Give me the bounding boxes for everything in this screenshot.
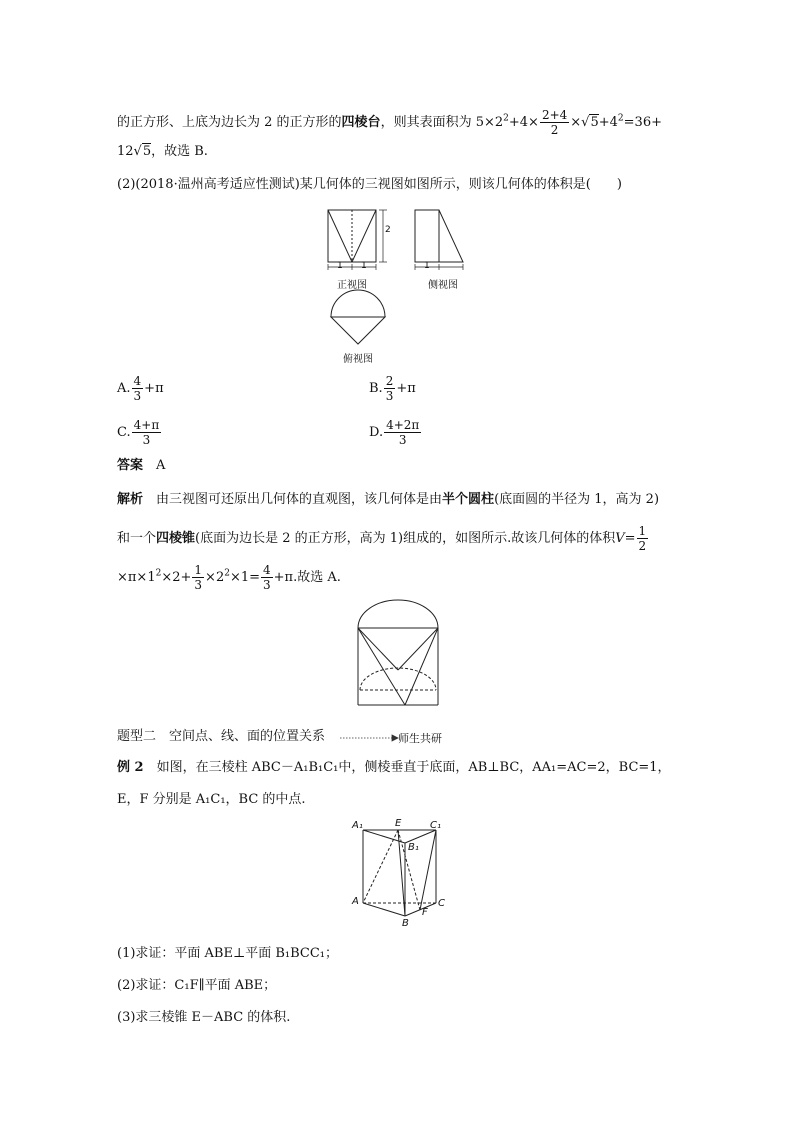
segment-AE xyxy=(363,830,398,903)
option-label: C. xyxy=(117,425,131,440)
denominator: 2 xyxy=(540,122,569,137)
label-B: B xyxy=(402,918,409,929)
text: 和一个 xyxy=(117,531,157,546)
text: +4 xyxy=(598,115,618,130)
text: (底面圆的半径为 1，高为 2) xyxy=(494,492,660,507)
analysis-line-3 xyxy=(117,563,341,592)
denominator: 2 xyxy=(638,539,647,553)
analysis-label: 解析 xyxy=(117,492,144,507)
hidden-arc xyxy=(360,668,436,690)
bold-term: 半个圆柱 xyxy=(442,492,495,507)
exponent: 2 xyxy=(155,568,162,579)
option-text: +π xyxy=(144,381,164,396)
fraction xyxy=(261,563,273,592)
numerator: 2+4 xyxy=(541,108,568,122)
numerator: 1 xyxy=(638,524,647,538)
exponent: 2 xyxy=(617,113,624,124)
text: ×π×1 xyxy=(117,570,156,585)
front-view-edge xyxy=(328,210,352,262)
text: +4× xyxy=(508,115,539,130)
option-label: B. xyxy=(369,381,383,396)
text: 的正方形、上底为边长为 2 的正方形的 xyxy=(117,115,342,130)
pyramid-edge xyxy=(405,628,438,705)
dim-label: 1 xyxy=(337,261,343,271)
numerator: 4 xyxy=(263,563,271,577)
fraction xyxy=(192,563,204,592)
numerator: 1 xyxy=(194,563,203,577)
exponent: 2 xyxy=(224,568,230,579)
pyramid-edge xyxy=(358,628,398,670)
front-view-edge xyxy=(352,210,376,262)
exponent: 2 xyxy=(503,113,509,124)
answer-value: A xyxy=(156,458,166,473)
solid-figure xyxy=(358,600,438,705)
side-view xyxy=(415,210,463,270)
label-A: A xyxy=(352,896,359,907)
label-C1: C₁ xyxy=(430,820,441,831)
option-text: +π xyxy=(396,381,416,396)
option-d xyxy=(369,418,422,447)
analysis-line-1 xyxy=(117,490,659,510)
text: ，则其表面积为 5×2 xyxy=(380,115,504,130)
question-2: (2)(2018·温州高考适应性测试)某几何体的三视图如图所示，则该几何体的体积是( ) xyxy=(117,177,622,192)
top-view xyxy=(331,290,385,344)
bold-term: 四棱台 xyxy=(341,115,381,130)
dim-label: 1 xyxy=(361,261,367,271)
text: ×2+ xyxy=(161,570,192,585)
numerator: 2 xyxy=(385,374,394,388)
fraction xyxy=(637,524,649,553)
fraction xyxy=(132,374,144,403)
dim-label: 1 xyxy=(424,261,430,271)
analysis-line-2 xyxy=(117,524,649,553)
text: ×2 xyxy=(205,570,225,585)
text: (底面为边长是 2 的正方形，高为 1)组成的，如图所示.故该几何体的体积 xyxy=(195,531,616,546)
section-tag: 师生共研 xyxy=(398,732,442,745)
fraction xyxy=(384,418,421,447)
denominator: 3 xyxy=(132,432,162,447)
example-2-line-1 xyxy=(117,758,671,778)
numerator: 4+2π xyxy=(386,418,420,432)
fraction xyxy=(384,374,396,403)
answer-line xyxy=(117,456,165,476)
answer-label: 答案 xyxy=(117,458,144,473)
text: × xyxy=(570,115,582,130)
denominator: 3 xyxy=(194,578,203,592)
pyramid-edge xyxy=(398,628,438,670)
text: =36+ xyxy=(623,115,662,130)
pyramid-edge xyxy=(358,628,405,705)
label-F: F xyxy=(422,907,428,918)
text: = xyxy=(624,531,636,546)
variable: V xyxy=(615,531,625,546)
example-2-line-2: E，F 分别是 A₁C₁，BC 的中点. xyxy=(117,792,306,807)
denominator: 3 xyxy=(263,578,271,592)
radicand: 5 xyxy=(142,144,152,159)
top-view-semicircle xyxy=(331,290,385,317)
label-E: E xyxy=(395,818,402,829)
solution-line-2: 12√5，故选 B. xyxy=(117,144,208,159)
segment-C1F xyxy=(420,830,436,910)
option-label: D. xyxy=(369,425,384,440)
label-C: C xyxy=(438,898,445,909)
text: 由三视图可还原出几何体的直观图，该几何体是由 xyxy=(156,492,443,507)
numerator: 4 xyxy=(133,374,142,388)
prism-figure xyxy=(363,830,436,916)
text: 12 xyxy=(117,144,134,159)
text: ×1= xyxy=(229,570,261,585)
edge-AB xyxy=(363,903,405,916)
dim-label-height: 2 xyxy=(385,225,391,235)
section-title: 题型二 空间点、线、面的位置关系 xyxy=(117,729,326,744)
option-c xyxy=(117,418,162,447)
radicand: 5 xyxy=(590,115,599,130)
fraction xyxy=(132,418,162,447)
section-arrow xyxy=(340,735,398,741)
bold-term: 四棱锥 xyxy=(156,531,196,546)
front-view-caption: 正视图 xyxy=(337,280,367,291)
denominator: 3 xyxy=(133,389,142,403)
denominator: 3 xyxy=(384,432,421,447)
half-cylinder-top-arc xyxy=(358,600,438,628)
option-b xyxy=(369,374,416,403)
label-B1: B₁ xyxy=(408,842,419,853)
text: 如图，在三棱柱 ABC－A₁B₁C₁中，侧棱垂直于底面，AB⊥BC，AA₁=AC=2，BC=1， xyxy=(156,760,671,775)
text: +π.故选 A. xyxy=(273,570,341,585)
top-view-caption: 俯视图 xyxy=(343,354,373,365)
example-label: 例 2 xyxy=(117,760,144,775)
denominator: 3 xyxy=(385,389,394,403)
text: ，故选 B. xyxy=(151,144,208,159)
solution-line-1: 的正方形、上底为边长为 2 的正方形的四棱台，则其表面积为 $5\times 2^2+4\times$ $\frac{2+4}{2}$ $\times√5+4^2=36+$ xyxy=(117,108,662,137)
part-3: (3)求三棱锥 E－ABC 的体积. xyxy=(117,1010,291,1025)
numerator: 4+π xyxy=(133,418,160,432)
part-2: (2)求证：C₁F∥平面 ABE； xyxy=(117,978,277,993)
top-view-triangle xyxy=(331,317,385,344)
side-view-caption: 侧视图 xyxy=(428,280,458,291)
option-a xyxy=(117,374,164,403)
option-label: A. xyxy=(117,381,131,396)
part-1: (1)求证：平面 ABE⊥平面 B₁BCC₁； xyxy=(117,946,339,961)
label-A1: A₁ xyxy=(352,820,363,831)
